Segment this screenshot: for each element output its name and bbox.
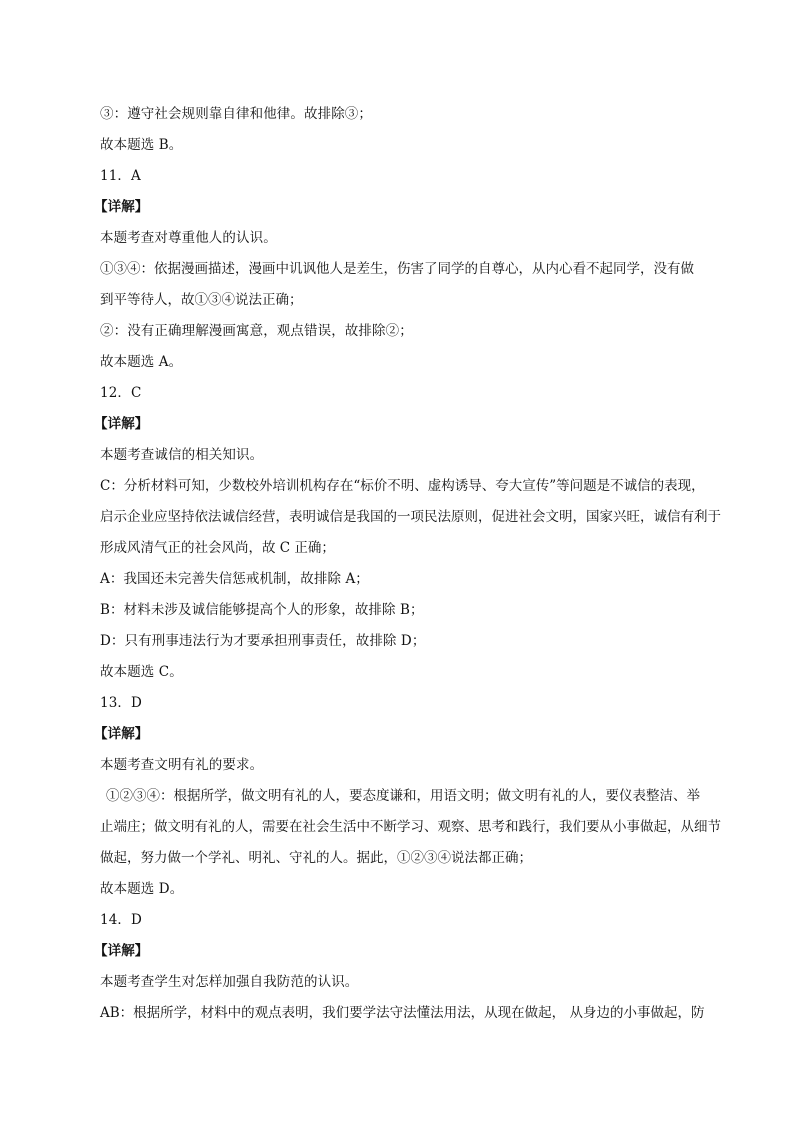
paragraph-row: AB：根据所学，材料中的观点表明，我们要学法守法懂法用法，从现在做起， 从身边的小事做起，防: [100, 1005, 705, 1021]
explanation-line: ③：遵守社会规则靠自律和他律。故排除③；: [100, 106, 372, 122]
paragraph-row: 止端庄；做文明有礼的人，需要在社会生活中不断学习、观察、思考和践行，我们要从小事做起，从细节: [100, 819, 721, 835]
paragraph-row: ①③④：依据漫画描述，漫画中讥讽他人是差生，伤害了同学的自尊心，从内心看不起同学，没有做: [100, 261, 694, 277]
topic-line: 本题考查对尊重他人的认识。: [100, 230, 277, 246]
explanation-paragraph: [100, 471, 721, 564]
detail-heading: 【详解】: [94, 943, 149, 959]
paragraph-row: 启示企业应坚持依法诚信经营，表明诚信是我国的一项民法原则，促进社会文明，国家兴旺，诚信有利于: [100, 509, 721, 525]
paragraph-row: 做起，努力做一个学礼、明礼、守礼的人。据此，①②③④说法都正确；: [100, 850, 532, 866]
topic-line: 本题考查文明有礼的要求。: [100, 757, 264, 773]
topic-line: 本题考查学生对怎样加强自我防范的认识。: [100, 974, 359, 990]
answer-number: 13．D: [100, 695, 142, 711]
explanation-line: B：材料未涉及诚信能够提高个人的形象，故排除 B；: [100, 602, 424, 618]
conclusion-line: 故本题选 A。: [100, 354, 183, 370]
detail-heading: 【详解】: [94, 726, 149, 742]
answer-number: 12．C: [100, 385, 142, 401]
explanation-line: ②：没有正确理解漫画寓意，观点错误，故排除②；: [100, 323, 413, 339]
answer-number: 14．D: [100, 912, 142, 928]
conclusion-line: 故本题选 B。: [100, 137, 183, 153]
detail-heading: 【详解】: [94, 199, 149, 215]
explanation-paragraph: [100, 998, 705, 1029]
conclusion-line: 故本题选 D。: [100, 881, 184, 897]
paragraph-row: 到平等待人，故①③④说法正确；: [100, 292, 303, 308]
topic-line: 本题考查诚信的相关知识。: [100, 447, 264, 463]
paragraph-row: C：分析材料可知，少数校外培训机构存在“标价不明、虚构诱导、夸大宣传”等问题是不诚信的表现，: [100, 478, 705, 494]
conclusion-line: 故本题选 C。: [100, 664, 183, 680]
explanation-line: D：只有刑事违法行为才要承担刑事责任，故排除 D；: [100, 633, 426, 649]
paragraph-row: 形成风清气正的社会风尚，故 C 正确；: [100, 540, 335, 556]
explanation-paragraph: [100, 781, 721, 874]
paragraph-row: ①②③④：根据所学，做文明有礼的人，要态度谦和，用语文明；做文明有礼的人，要仪表整洁、举: [106, 788, 700, 804]
answer-number: 11．A: [100, 168, 141, 184]
explanation-line: A：我国还未完善失信惩戒机制，故排除 A；: [100, 571, 369, 587]
explanation-paragraph: [100, 254, 700, 316]
detail-heading: 【详解】: [94, 416, 149, 432]
answer-explanations: [94, 99, 721, 1029]
